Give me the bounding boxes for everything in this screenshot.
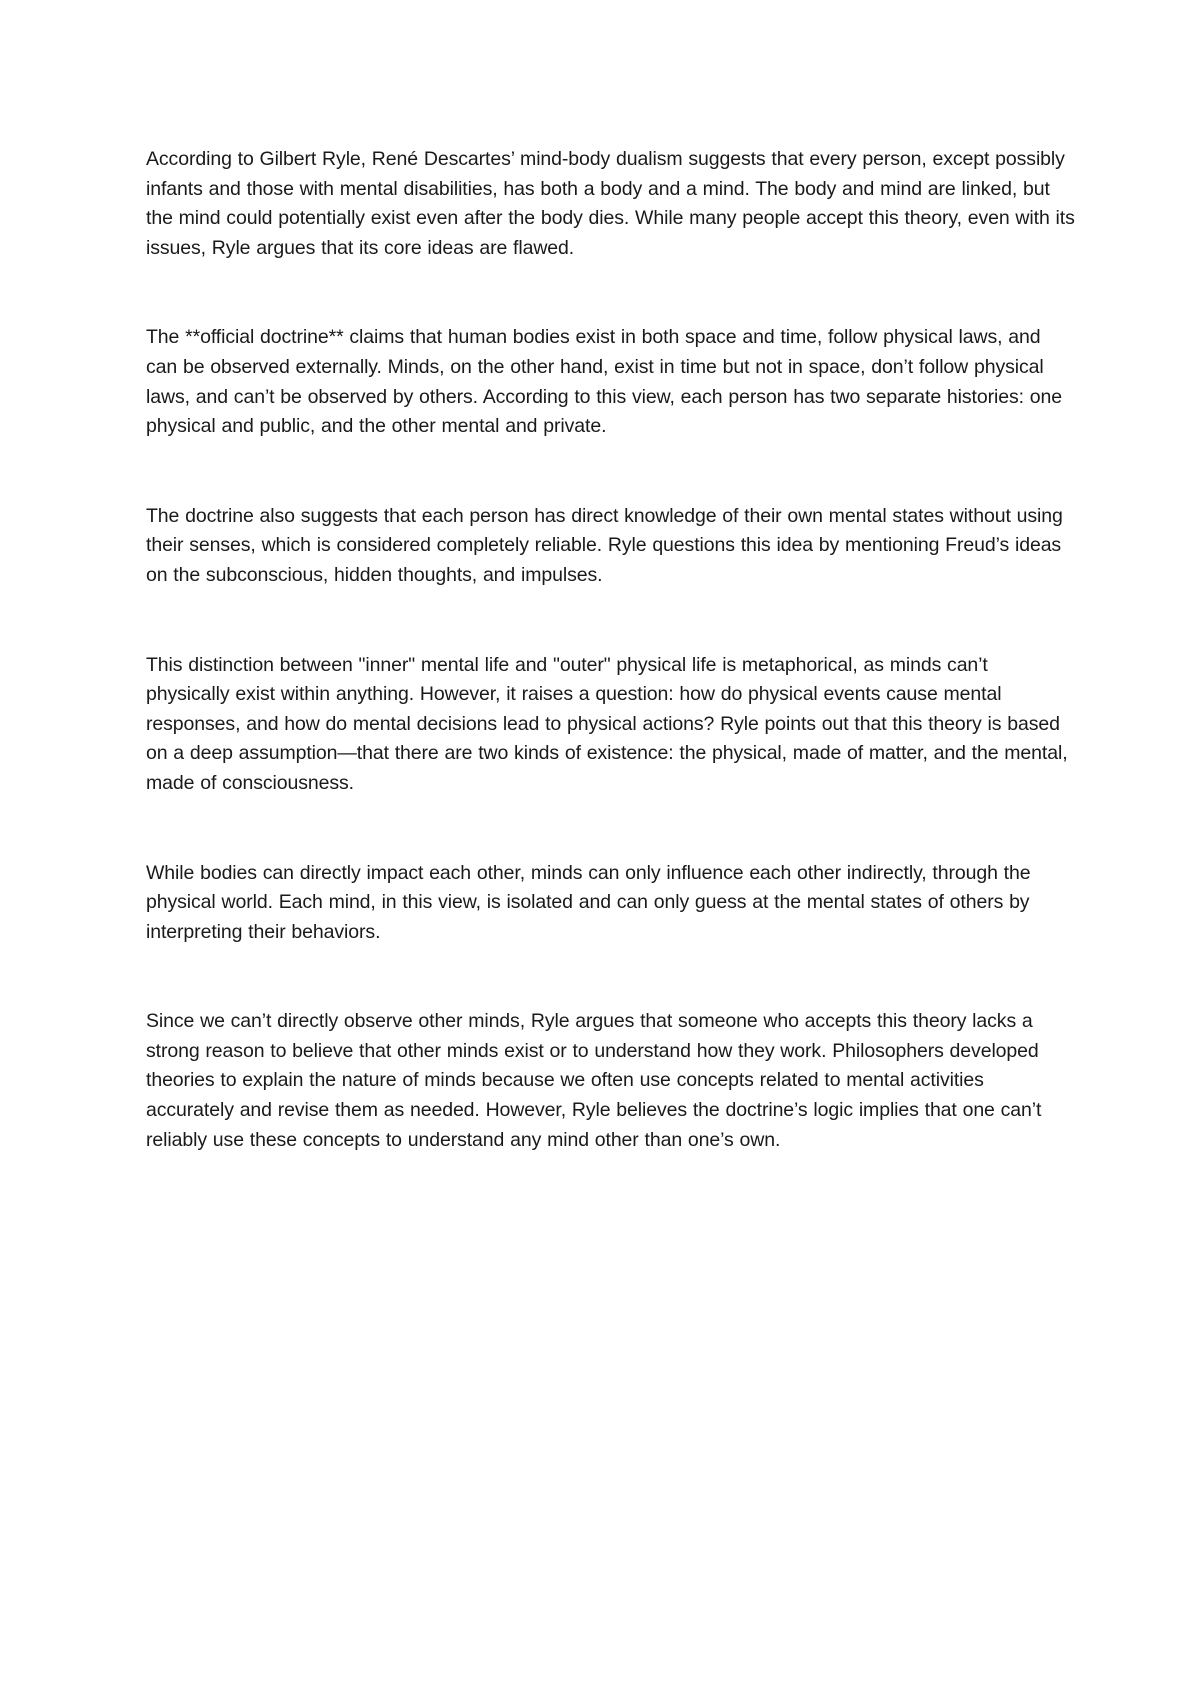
paragraph-other-minds: Since we can’t directly observe other minds, Ryle argues that someone who accepts this theory lacks a strong reason to believe that other minds exist or to understand how they work. Philosophers developed theories to explain the nature of minds because we often use concepts related to mental activities accurately and revise them as needed. However, Ryle believes the doctrine’s logic implies that one can’t reliably use these concepts to understand any mind other than one’s own.	[146, 1010, 1042, 1151]
paragraph-isolated-minds: While bodies can directly impact each other, minds can only influence each other indirectly, through the physical world. Each mind, in this view, is isolated and can only guess at the mental states of others by interpreting their behaviors.	[146, 861, 1031, 943]
paragraph-inner-outer: This distinction between "inner" mental life and "outer" physical life is metaphorical, as minds can’t physically exist within anything. However, it raises a question: how do physical events cause mental responses, and how do mental decisions lead to physical actions? Ryle points out that this theory is based on a deep assumption—that there are two kinds of existence: the physical, made of matter, and the mental, made of consciousness.	[146, 653, 1068, 794]
paragraph-official-doctrine: The **official doctrine** claims that human bodies exist in both space and time, follow physical laws, and can be observed externally. Minds, on the other hand, exist in time but not in space, don’t follow physical laws, and can’t be observed by others. According to this view, each person has two separate histories: one physical and public, and the other mental and private.	[146, 326, 1063, 438]
paragraph-dualism-intro: According to Gilbert Ryle, René Descartes’ mind-body dualism suggests that every person, except possibly infants and those with mental disabilities, has both a body and a mind. The body and mind are linked, but the mind could potentially exist even after the body dies. While many people accept this theory, even with its issues, Ryle argues that its core ideas are flawed.	[146, 148, 1075, 259]
document-body	[146, 145, 1076, 1155]
paragraph-self-knowledge: The doctrine also suggests that each person has direct knowledge of their own mental states without using their senses, which is considered completely reliable. Ryle questions this idea by mentioning Freud’s ideas on the subconscious, hidden thoughts, and impulses.	[146, 504, 1063, 586]
